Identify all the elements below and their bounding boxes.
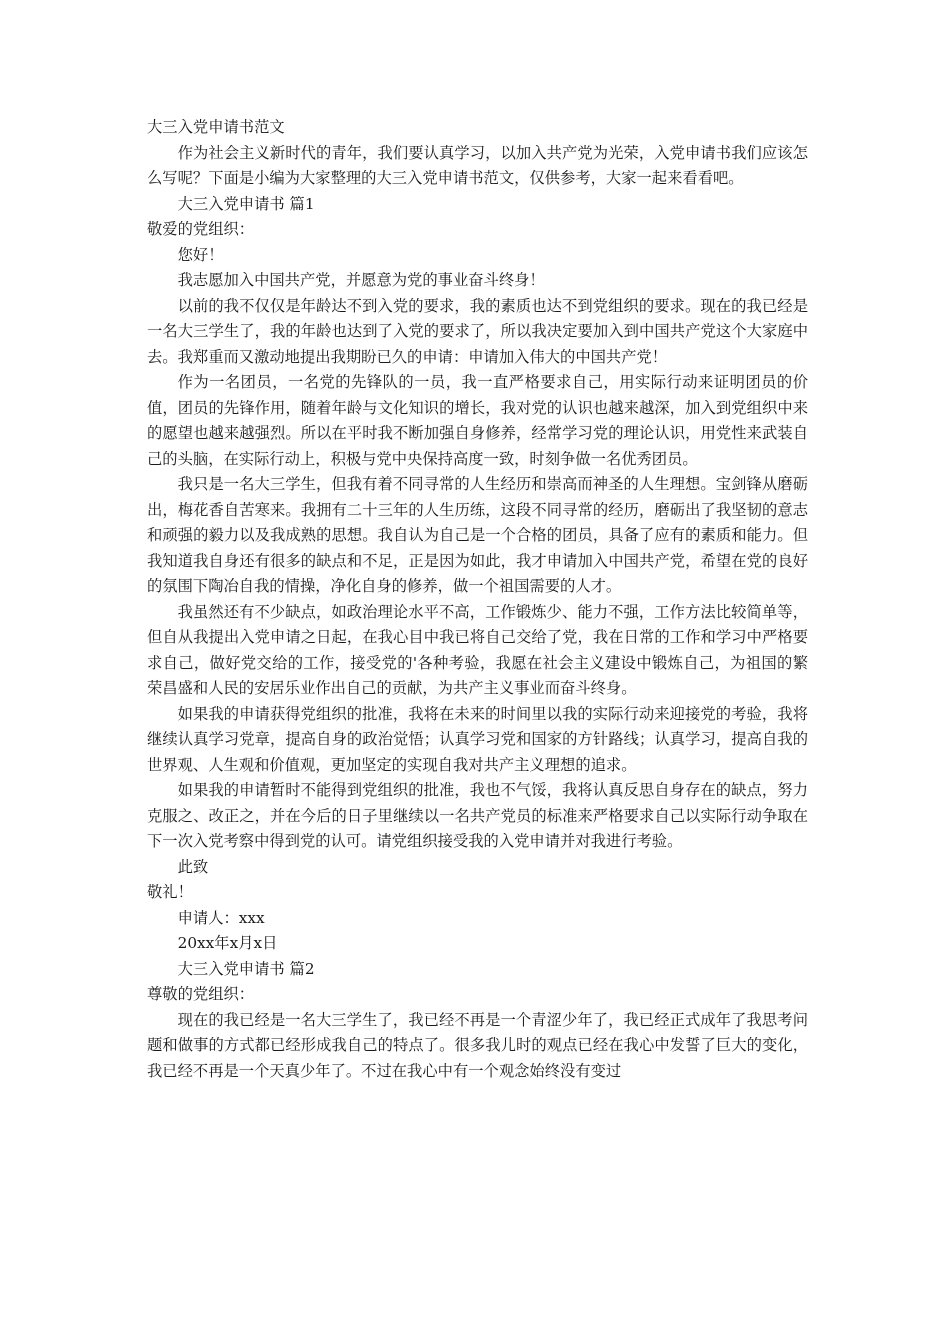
article-1-paragraph: 如果我的申请暂时不能得到党组织的批准，我也不气馁，我将认真反思自身存在的缺点，努力克服之、改正之，并在今后的日子里继续以一名共产党员的标准来严格要求自己以实际行动争取在下一次入党考察中得到党的认可。请党组织接受我的入党申请并对我进行考验。 <box>147 781 808 850</box>
article-1-heading: 大三入党申请书 篇1 <box>177 194 315 213</box>
document-body <box>147 115 808 1084</box>
article-1-date: 20xx年x月x日 <box>177 934 278 952</box>
article-1-regards: 敬礼！ <box>147 883 193 901</box>
article-1-paragraph: 如果我的申请获得党组织的批准，我将在未来的时间里以我的实际行动来迎接党的考验，我将继续认真学习党章，提高自身的政治觉悟；认真学习党和国家的方针路线；认真学习，提高自我的世界观、人生观和价值观，更加坚定的实现自我对共产主义理想的追求。 <box>147 704 808 774</box>
article-1-applicant: 申请人：xxx <box>177 908 265 927</box>
article-2-paragraph: 现在的我已经是一名大三学生了，我已经不再是一个青涩少年了，我已经正式成年了我思考问题和做事的方式都已经形成我自己的特点了。很多我儿时的观点已经在我心中发誓了巨大的变化，我已经不再是一个天真少年了。不过在我心中有一个观念始终没有变过 <box>147 1010 808 1080</box>
article-1-salutation: 敬爱的党组织： <box>147 220 255 238</box>
article-1-greeting: 您好！ <box>177 245 224 264</box>
intro-paragraph: 作为社会主义新时代的青年，我们要认真学习，以加入共产党为光荣，入党申请书我们应该怎么写呢？下面是小编为大家整理的大三入党申请书范文，仅供参考，大家一起来看看吧。 <box>147 143 808 187</box>
article-1-closing: 此致 <box>177 857 209 876</box>
document-title: 大三入党申请书范文 <box>147 118 285 136</box>
article-1-paragraph: 我志愿加入中国共产党，并愿意为党的事业奋斗终身！ <box>177 271 545 289</box>
article-1-paragraph: 作为一名团员，一名党的先锋队的一员，我一直严格要求自己，用实际行动来证明团员的价值，团员的先锋作用，随着年龄与文化知识的增长，我对党的认识也越来越深，加入到党组织中来的愿望也越来越强烈。所以在平时我不断加强自身修养，经常学习党的理论认识，用党性来武装自己的头脑，在实际行动上，积极与党中央保持高度一致，时刻争做一名优秀团员。 <box>147 373 808 468</box>
article-2-heading: 大三入党申请书 篇2 <box>177 959 315 978</box>
article-2-salutation: 尊敬的党组织： <box>147 985 255 1003</box>
article-1-paragraph: 我只是一名大三学生，但我有着不同寻常的人生经历和崇高而神圣的人生理想。宝剑锋从磨砺出，梅花香自苦寒来。我拥有二十三年的人生历练，这段不同寻常的经历，磨砺出了我坚韧的意志和顽强的毅力以及我成熟的思想。我自认为自己是一个合格的团员，具备了应有的素质和能力。但我知道我自身还有很多的缺点和不足，正是因为如此，我才申请加入中国共产党，希望在党的良好的氛围下陶冶自我的情操，净化自身的修养，做一个祖国需要的人才。 <box>147 475 808 595</box>
article-1-paragraph: 我虽然还有不少缺点，如政治理论水平不高，工作锻炼少、能力不强，工作方法比较简单等，但自从我提出入党申请之日起，在我心目中我已将自己交给了党，我在日常的工作和学习中严格要求自己，做好党交给的工作，接受党的'各种考验，我愿在社会主义建设中锻炼自己，为祖国的繁荣昌盛和人民的安居乐业作出自己的贡献，为共产主义事业而奋斗终身。 <box>147 602 808 697</box>
article-1-paragraph: 以前的我不仅仅是年龄达不到入党的要求，我的素质也达不到党组织的要求。现在的我已经是一名大三学生了，我的年龄也达到了入党的要求了，所以我决定要加入到中国共产党这个大家庭中去。我郑重而又激动地提出我期盼已久的申请：申请加入伟大的中国共产党！ <box>147 296 808 366</box>
